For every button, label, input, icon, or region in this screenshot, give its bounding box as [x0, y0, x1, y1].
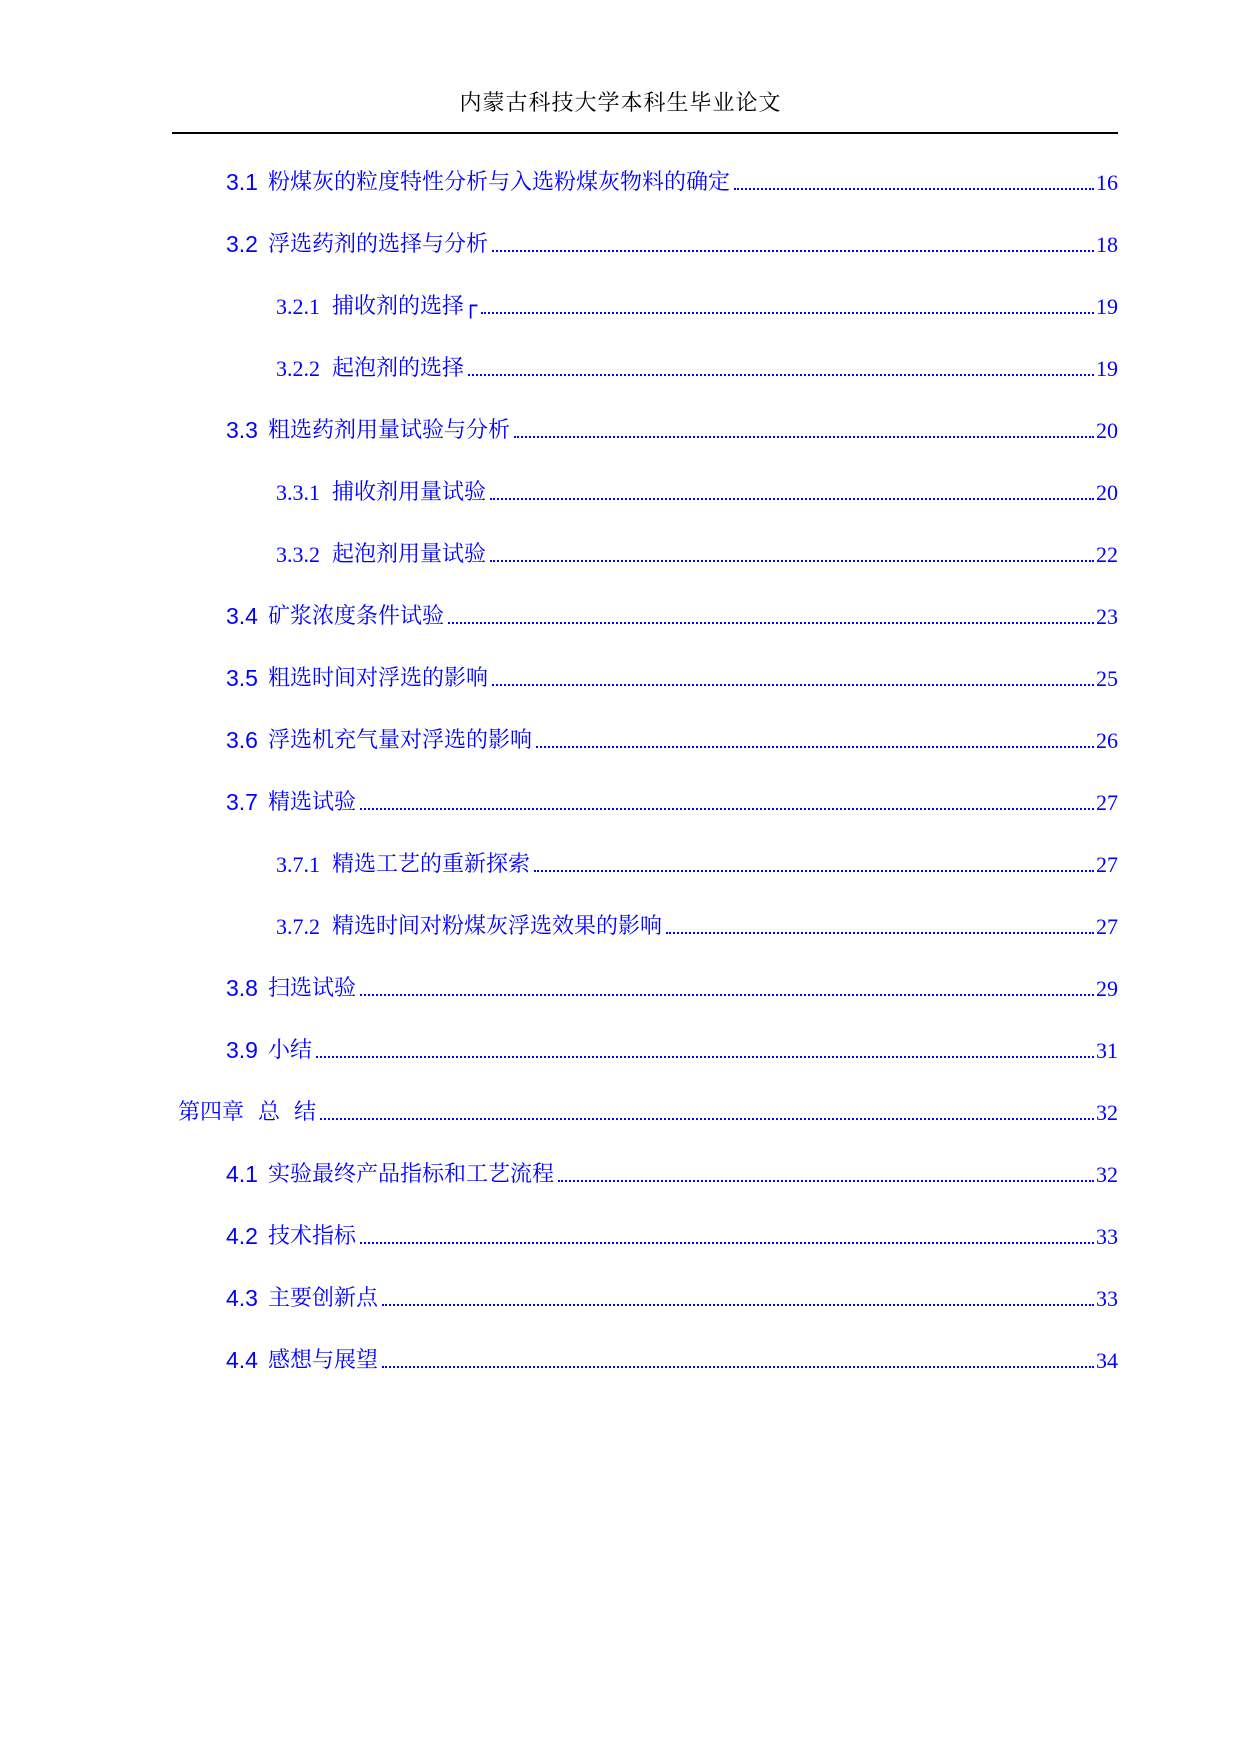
toc-entry-title: 精选时间对粉煤灰浮选效果的影响	[332, 914, 663, 939]
toc-entry-title: 实验最终产品指标和工艺流程	[267, 1162, 554, 1187]
toc-entry-number: 4.3	[226, 1285, 258, 1311]
toc-entry-3-3[interactable]	[0, 408, 1241, 444]
toc-entry-title: 感想与展望	[267, 1348, 378, 1373]
toc-entry-title: 矿浆浓度条件试验	[267, 604, 444, 629]
toc-entry-title: 捕收剂用量试验	[332, 480, 487, 505]
toc-leader-dots	[734, 188, 1094, 190]
toc-entry-number: 3.6	[226, 727, 258, 753]
toc-entry-3-6[interactable]	[0, 718, 1241, 754]
toc-entry-title: 第四章 总 结	[178, 1100, 316, 1125]
toc-entry-page: 32	[1096, 1100, 1118, 1125]
toc-entry-number: 3.3.2	[276, 542, 320, 567]
toc-leader-dots	[666, 932, 1094, 934]
toc-entry-title: 粗选时间对浮选的影响	[267, 666, 488, 691]
toc-entry-page: 20	[1096, 418, 1118, 443]
toc-entry-page: 27	[1096, 852, 1118, 877]
toc-leader-dots	[360, 994, 1094, 996]
toc-entry-number: 3.2	[226, 231, 258, 257]
toc-entry-number: 3.2.1	[276, 294, 320, 319]
toc-entry-3-7-1[interactable]	[0, 842, 1241, 878]
toc-entry-number: 3.7.1	[276, 852, 320, 877]
toc-leader-dots	[468, 374, 1094, 376]
toc-entry-3-9[interactable]	[0, 1028, 1241, 1064]
toc-entry-3-3-2[interactable]	[0, 532, 1241, 568]
toc-entry-page: 27	[1096, 790, 1118, 815]
toc-entry-title: 扫选试验	[267, 976, 356, 1001]
toc-entry-3-1[interactable]	[0, 160, 1241, 196]
toc-entry-title: 粗选药剂用量试验与分析	[267, 418, 510, 443]
toc-entry-page: 32	[1096, 1162, 1118, 1187]
toc-entry-3-2[interactable]	[0, 222, 1241, 258]
toc-entry-title: 起泡剂的选择	[332, 356, 465, 381]
toc-leader-dots	[382, 1366, 1094, 1368]
toc-entry-number: 3.7	[226, 789, 258, 815]
toc-entry-page: 19	[1096, 356, 1118, 381]
toc-leader-dots	[492, 684, 1094, 686]
toc-entry-3-2-2[interactable]	[0, 346, 1241, 382]
toc-entry-title: 精选试验	[267, 790, 356, 815]
toc-entry-title: 浮选机充气量对浮选的影响	[267, 728, 532, 753]
toc-entry-3-5[interactable]	[0, 656, 1241, 692]
toc-leader-dots	[360, 808, 1094, 810]
toc-entry-3-7-2[interactable]	[0, 904, 1241, 940]
toc-leader-dots	[448, 622, 1094, 624]
toc-entry-page: 23	[1096, 604, 1118, 629]
toc-entry-title: 捕收剂的选择┌	[332, 294, 478, 319]
toc-entry-page: 29	[1096, 976, 1118, 1001]
toc-entry-chapter-4[interactable]	[0, 1090, 1241, 1126]
toc-entry-page: 26	[1096, 728, 1118, 753]
toc-entry-title: 技术指标	[267, 1224, 356, 1249]
toc-entry-title: 主要创新点	[267, 1286, 378, 1311]
toc-entry-number: 3.8	[226, 975, 258, 1001]
toc-entry-page: 22	[1096, 542, 1118, 567]
toc-entry-4-1[interactable]	[0, 1152, 1241, 1188]
toc-entry-number: 3.2.2	[276, 356, 320, 381]
toc-entry-title: 粉煤灰的粒度特性分析与入选粉煤灰物料的确定	[267, 170, 730, 195]
toc-leader-dots	[534, 870, 1094, 872]
toc-entry-page: 25	[1096, 666, 1118, 691]
toc-entry-number: 3.3	[226, 417, 258, 443]
toc-entry-number: 3.7.2	[276, 914, 320, 939]
toc-entry-title: 小结	[267, 1038, 312, 1063]
toc-leader-dots	[320, 1118, 1094, 1120]
toc-leader-dots	[481, 312, 1094, 314]
toc-entry-4-4[interactable]	[0, 1338, 1241, 1374]
toc-entry-page: 33	[1096, 1224, 1118, 1249]
toc-entry-number: 4.4	[226, 1347, 258, 1373]
toc-entry-title: 起泡剂用量试验	[332, 542, 487, 567]
toc-entry-title: 精选工艺的重新探索	[332, 852, 531, 877]
toc-entry-3-4[interactable]	[0, 594, 1241, 630]
toc-entry-number: 3.9	[226, 1037, 258, 1063]
toc-leader-dots	[514, 436, 1094, 438]
toc-entry-page: 19	[1096, 294, 1118, 319]
toc-entry-number: 3.1	[226, 169, 258, 195]
page-header-title: 内蒙古科技大学本科生毕业论文	[459, 91, 782, 116]
toc-entry-number: 3.5	[226, 665, 258, 691]
toc-leader-dots	[536, 746, 1094, 748]
toc-entry-3-2-1[interactable]	[0, 284, 1241, 320]
toc-leader-dots	[492, 250, 1094, 252]
toc-entry-number: 3.3.1	[276, 480, 320, 505]
toc-leader-dots	[558, 1180, 1094, 1182]
toc-entry-3-8[interactable]	[0, 966, 1241, 1002]
toc-leader-dots	[490, 560, 1094, 562]
toc-entry-page: 31	[1096, 1038, 1118, 1063]
toc-entry-4-2[interactable]	[0, 1214, 1241, 1250]
toc-leader-dots	[360, 1242, 1094, 1244]
toc-entry-4-3[interactable]	[0, 1276, 1241, 1312]
toc-leader-dots	[382, 1304, 1094, 1306]
toc-entry-3-3-1[interactable]	[0, 470, 1241, 506]
header-divider	[172, 132, 1118, 134]
toc-entry-number: 3.4	[226, 603, 258, 629]
toc-entry-page: 16	[1096, 170, 1118, 195]
toc-entry-page: 27	[1096, 914, 1118, 939]
toc-entry-page: 34	[1096, 1348, 1118, 1373]
toc-entry-3-7[interactable]	[0, 780, 1241, 816]
toc-entry-page: 20	[1096, 480, 1118, 505]
toc-entry-title: 浮选药剂的选择与分析	[267, 232, 488, 257]
toc-entry-number: 4.1	[226, 1161, 258, 1187]
toc-entry-page: 33	[1096, 1286, 1118, 1311]
toc-leader-dots	[490, 498, 1094, 500]
toc-entry-page: 18	[1096, 232, 1118, 257]
toc-entry-number: 4.2	[226, 1223, 258, 1249]
toc-leader-dots	[316, 1056, 1094, 1058]
